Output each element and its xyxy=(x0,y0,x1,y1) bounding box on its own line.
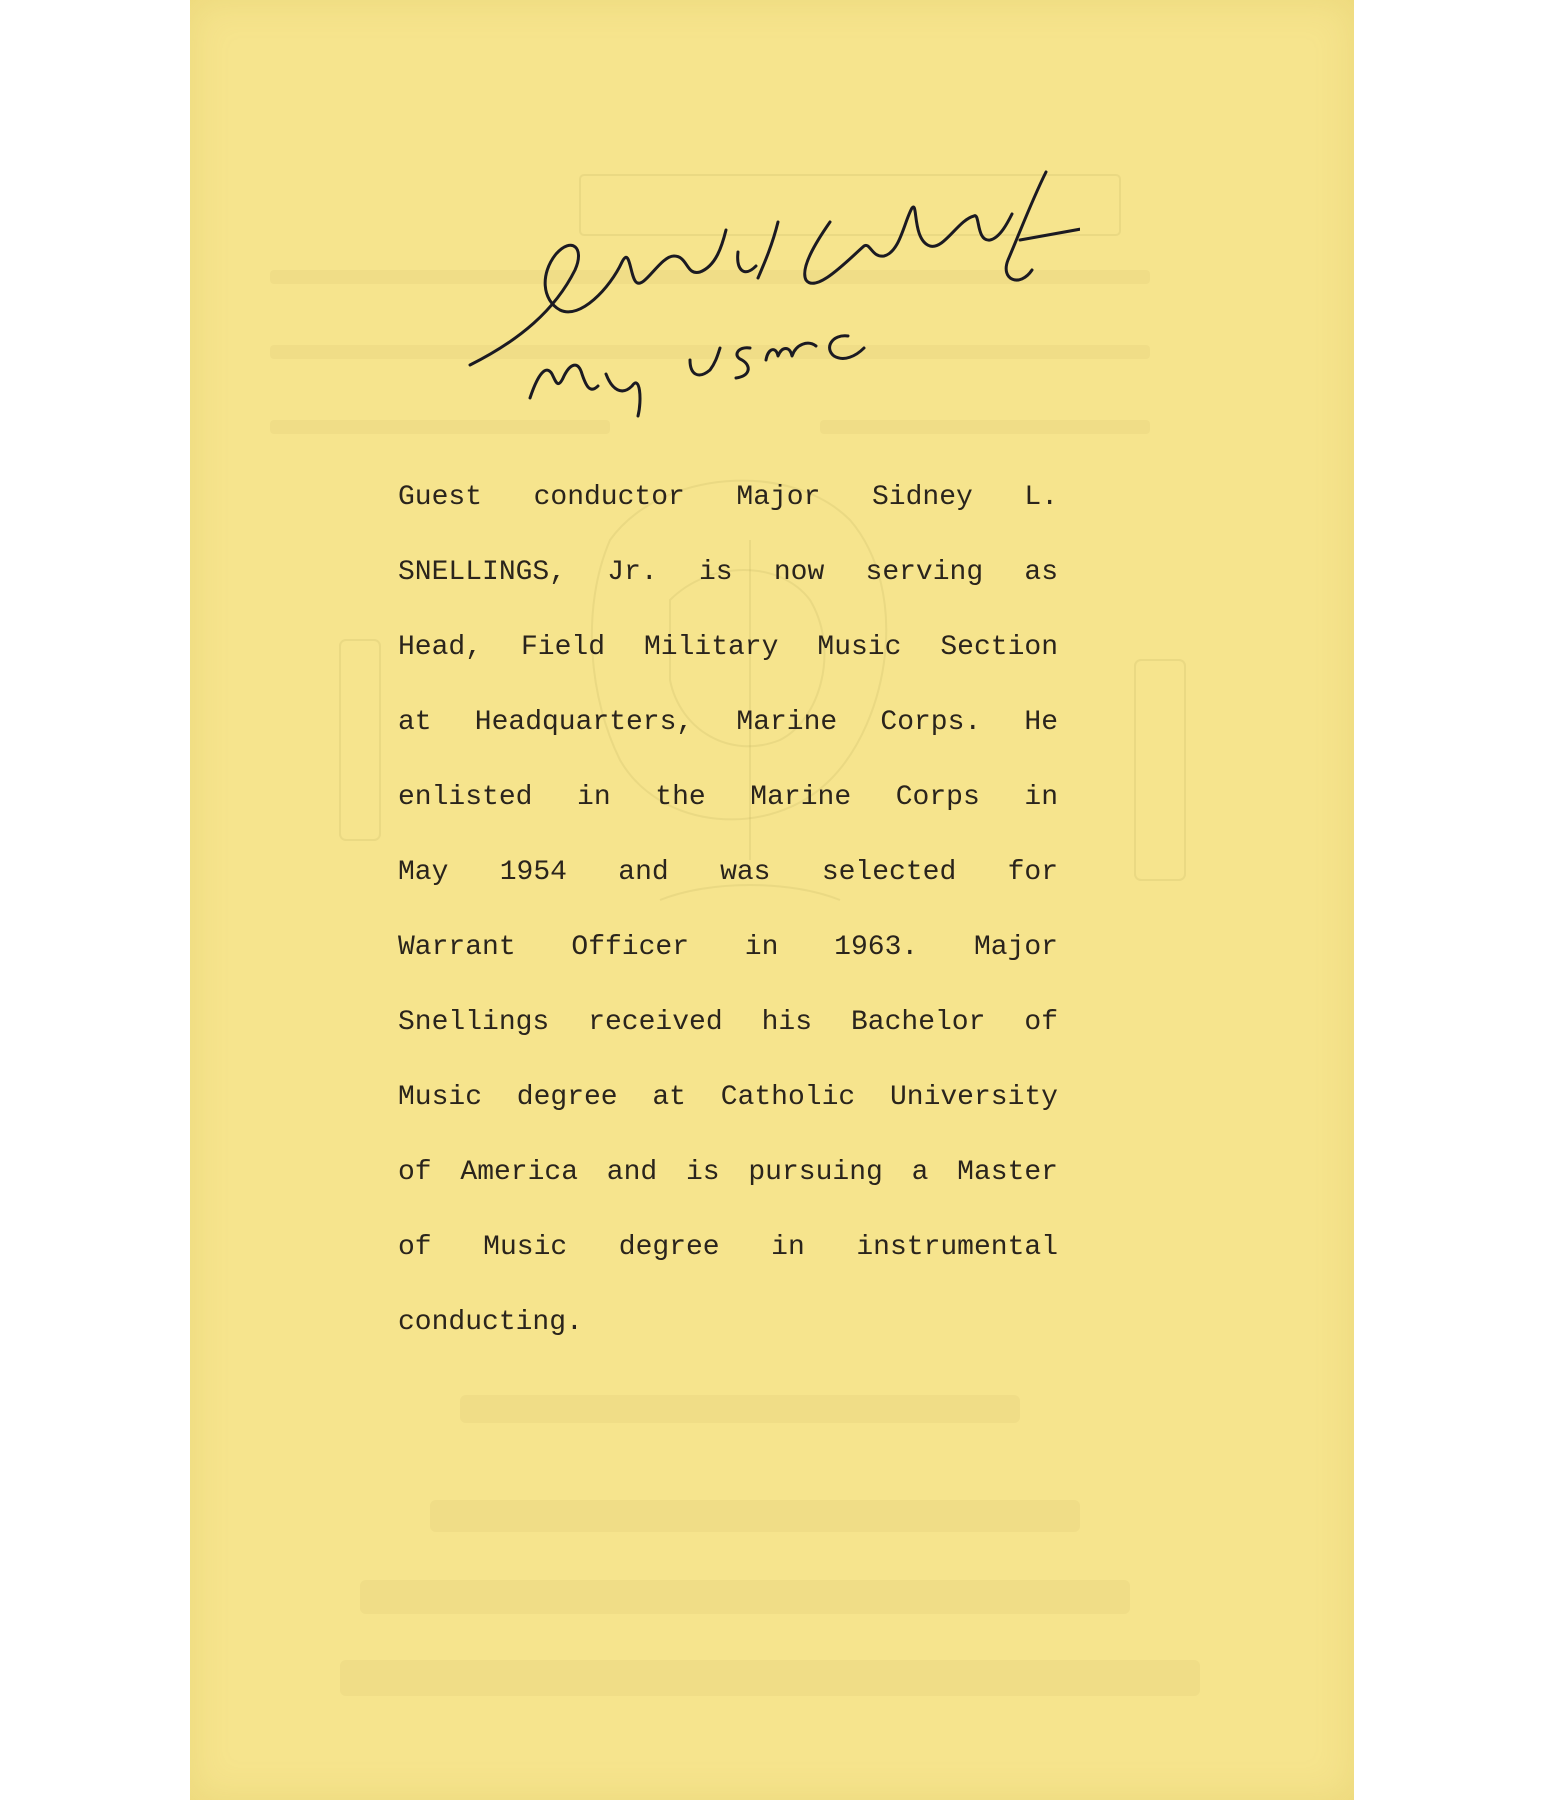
handwritten-signature xyxy=(460,160,1080,420)
conductor-biography xyxy=(398,470,1058,1370)
bio-line: Warrant Officer in 1963. Major xyxy=(398,932,1058,963)
bio-line: of America and is pursuing a Master xyxy=(398,1157,1058,1188)
bio-line: SNELLINGS, Jr. is now serving as xyxy=(398,557,1058,588)
bio-line: Snellings received his Bachelor of xyxy=(398,1007,1058,1038)
bio-line: conducting. xyxy=(398,1307,583,1338)
bio-line: of Music degree in instrumental xyxy=(398,1232,1058,1263)
bio-line: enlisted in the Marine Corps in xyxy=(398,782,1058,813)
bio-line: at Headquarters, Marine Corps. He xyxy=(398,707,1058,738)
bio-line: Head, Field Military Music Section xyxy=(398,632,1058,663)
program-page xyxy=(190,0,1354,1800)
bio-line: Guest conductor Major Sidney L. xyxy=(398,482,1058,513)
bio-line: Music degree at Catholic University xyxy=(398,1082,1058,1113)
bio-line: May 1954 and was selected for xyxy=(398,857,1058,888)
